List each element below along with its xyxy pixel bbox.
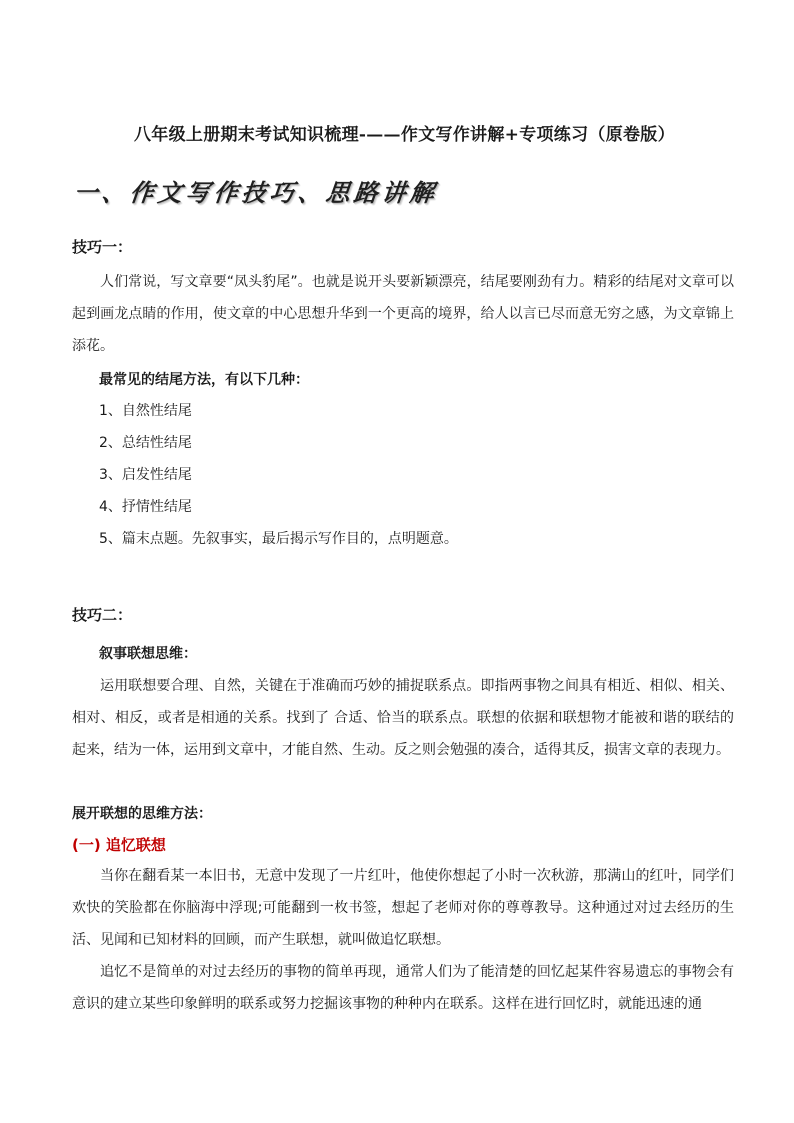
tip2-paragraph: 运用联想要合理、自然，关键在于准确而巧妙的捕捉联系点。即指两事物之间具有相近、相似、相关、相对、相反，或者是相通的关系。找到了 合适、恰当的联系点。联想的依据和联想物才能被和谐的联结的起来，结为一体，运用到文章中，才能自然、生动。反之则会勉强的凑合，适得其反，损害文章的表现力。 [72, 678, 734, 758]
list-item: 5、篇末点题。先叙事实，最后揭示写作目的，点明题意。 [99, 531, 458, 547]
list-item: 2、总结性结尾 [99, 435, 192, 451]
tip1-paragraph: 人们常说，写文章要“凤头豹尾”。也就是说开头要新颖漂亮，结尾要刚劲有力。精彩的结尾对文章可以起到画龙点睛的作用，使文章的中心思想升华到一个更高的境界，给人以言已尽而意无穷之感，为文章锦上添花。 [72, 274, 734, 354]
document-title: 八年级上册期末考试知识梳理-——作文写作讲解+专项练习（原卷版） [134, 125, 675, 145]
tip2-heading: 技巧二： [72, 606, 133, 624]
ending-methods-label: 最常见的结尾方法，有以下几种： [99, 372, 309, 388]
section-heading-writing-tips: 一、作文写作技巧、思路讲解 [72, 178, 440, 207]
list-item: 4、抒情性结尾 [99, 499, 192, 515]
recall-paragraph-2: 追忆不是简单的对过去经历的事物的简单再现，通常人们为了能清楚的回忆起某件容易遗忘的事物会有意识的建立某些印象鲜明的联系或努力挖掘该事物的种种内在联系。这样在进行回忆时，就能迅速的通 [72, 964, 734, 1012]
recall-paragraph-1: 当你在翻看某一本旧书，无意中发现了一片红叶，他使你想起了小时一次秋游，那满山的红叶，同学们欢快的笑脸都在你脑海中浮现;可能翻到一枚书签，想起了老师对你的尊尊教导。这种通过对过去经历的生活、见闻和已知材料的回顾，而产生联想，就叫做追忆联想。 [72, 868, 734, 948]
ending-methods-list [99, 395, 458, 555]
narrative-association-label: 叙事联想思维： [99, 646, 197, 662]
tip1-heading: 技巧一： [72, 238, 133, 256]
list-item: 1、自然性结尾 [99, 403, 192, 419]
recall-association-heading: (一) 追忆联想 [72, 836, 166, 854]
list-item: 3、启发性结尾 [99, 467, 192, 483]
association-methods-heading: 展开联想的思维方法： [72, 806, 212, 822]
